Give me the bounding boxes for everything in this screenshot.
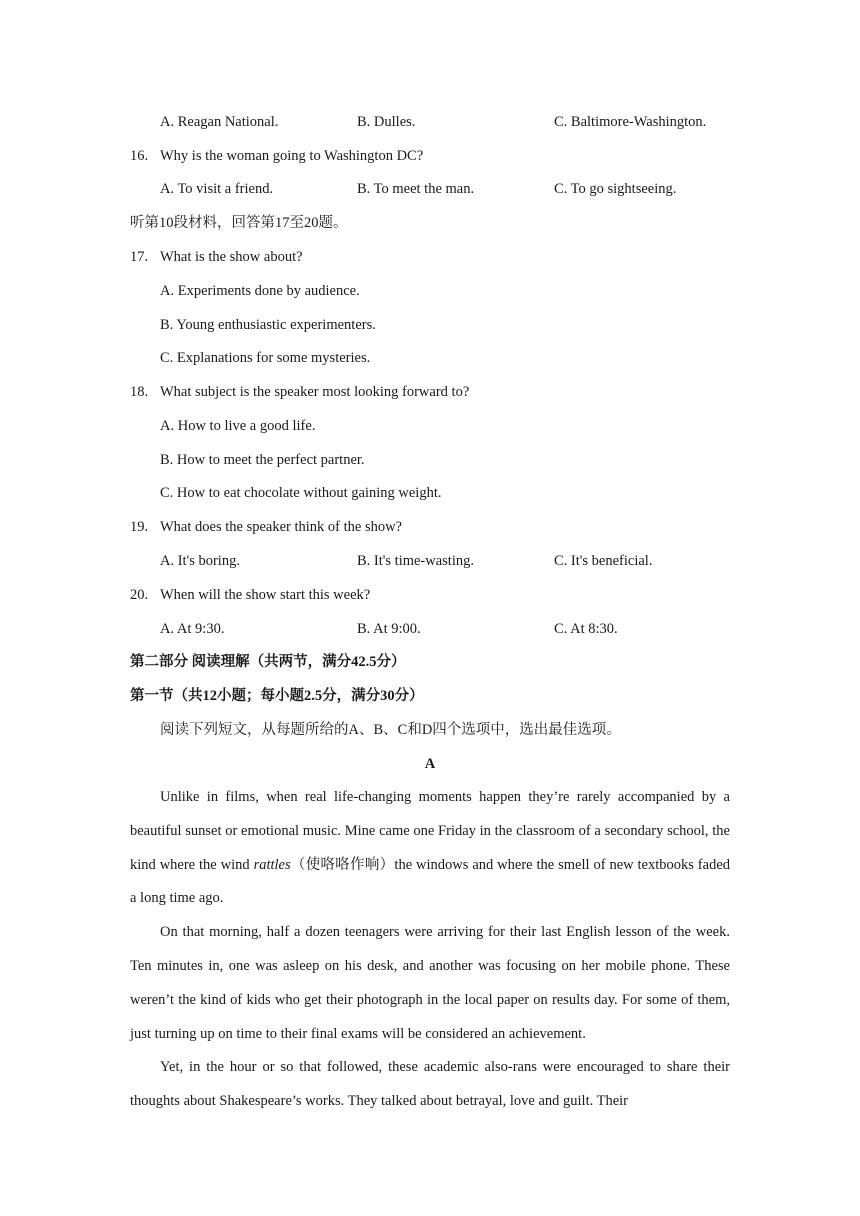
q16-option-c[interactable]: C. To go sightseeing. — [554, 181, 677, 197]
question-number: 16. — [130, 148, 149, 164]
q17-option-c[interactable]: C. Explanations for some mysteries. — [160, 350, 371, 366]
q19-option-b[interactable]: B. It's time-wasting. — [357, 553, 474, 569]
question-number: 20. — [130, 587, 149, 603]
q15-option-c[interactable]: C. Baltimore-Washington. — [554, 114, 707, 130]
passage-a — [130, 781, 730, 1119]
part-two-title: 第二部分 阅读理解（共两节，满分42.5分） — [130, 654, 406, 670]
q18-option-b[interactable]: B. How to meet the perfect partner. — [160, 452, 365, 468]
question-number: 19. — [130, 519, 149, 535]
question-stem: When will the show start this week? — [160, 587, 371, 603]
q18-option-a[interactable]: A. How to live a good life. — [160, 418, 316, 434]
q15-option-a[interactable]: A. Reagan National. — [160, 114, 279, 130]
q16-option-a[interactable]: A. To visit a friend. — [160, 181, 274, 197]
question-stem: What is the show about? — [160, 249, 303, 265]
q15-option-b[interactable]: B. Dulles. — [357, 114, 416, 130]
question-stem: Why is the woman going to Washington DC? — [160, 148, 424, 164]
question-number: 17. — [130, 249, 149, 265]
question-number: 18. — [130, 384, 149, 400]
question-18 — [130, 382, 469, 402]
question-20 — [130, 585, 370, 605]
question-stem: What subject is the speaker most looking forward to? — [160, 384, 470, 400]
q16-option-b[interactable]: B. To meet the man. — [357, 181, 475, 197]
question-17 — [130, 247, 303, 267]
passage-paragraph-2: On that morning, half a dozen teenagers were arriving for their last English lesson of the week. Ten minutes in, one was asleep on his desk, and another was focusing on her mobile phone. These weren’t the kind of kids who get their photograph in the local paper on results day. For some of them, just turning up on time to their final exams will be considered an achievement. — [130, 924, 730, 1042]
passage-paragraph-1 — [130, 781, 730, 916]
question-stem: What does the speaker think of the show? — [160, 519, 402, 535]
paragraph-text: the windows and where the smell of new textbooks faded a long time ago. — [130, 856, 731, 907]
question-19 — [130, 517, 402, 537]
q19-option-c[interactable]: C. It's beneficial. — [554, 553, 653, 569]
q18-option-c[interactable]: C. How to eat chocolate without gaining weight. — [160, 485, 442, 501]
q19-option-a[interactable]: A. It's boring. — [160, 553, 240, 569]
q17-option-a[interactable]: A. Experiments done by audience. — [160, 283, 360, 299]
reading-instruction: 阅读下列短文，从每题所给的A、B、C和D四个选项中，选出最佳选项。 — [160, 722, 621, 738]
passage-label: A — [424, 756, 436, 772]
q20-option-c[interactable]: C. At 8:30. — [554, 621, 618, 637]
q17-option-b[interactable]: B. Young enthusiastic experimenters. — [160, 317, 376, 333]
q20-option-a[interactable]: A. At 9:30. — [160, 621, 225, 637]
section-one-title: 第一节（共12小题；每小题2.5分，满分30分） — [130, 688, 424, 704]
glossed-word: rattles — [253, 856, 291, 873]
passage-paragraph-3: Yet, in the hour or so that followed, these academic also-rans were encouraged to share their thoughts about Shakespeare’s works. They talked about betrayal, love and guilt. Their — [130, 1059, 730, 1110]
paragraph-text: Unlike in films, when real life-changing moments happen they’re rarely accompanied by a beautiful sunset or emotional music. Mine came one Friday in the classroom of a secondary school, the kind where the wind — [130, 789, 730, 873]
q20-option-b[interactable]: B. At 9:00. — [357, 621, 421, 637]
question-16 — [130, 146, 423, 166]
listening-instruction: 听第10段材料，回答第17至20题。 — [130, 215, 348, 231]
gloss-note: （使咯咯作响） — [290, 856, 395, 873]
